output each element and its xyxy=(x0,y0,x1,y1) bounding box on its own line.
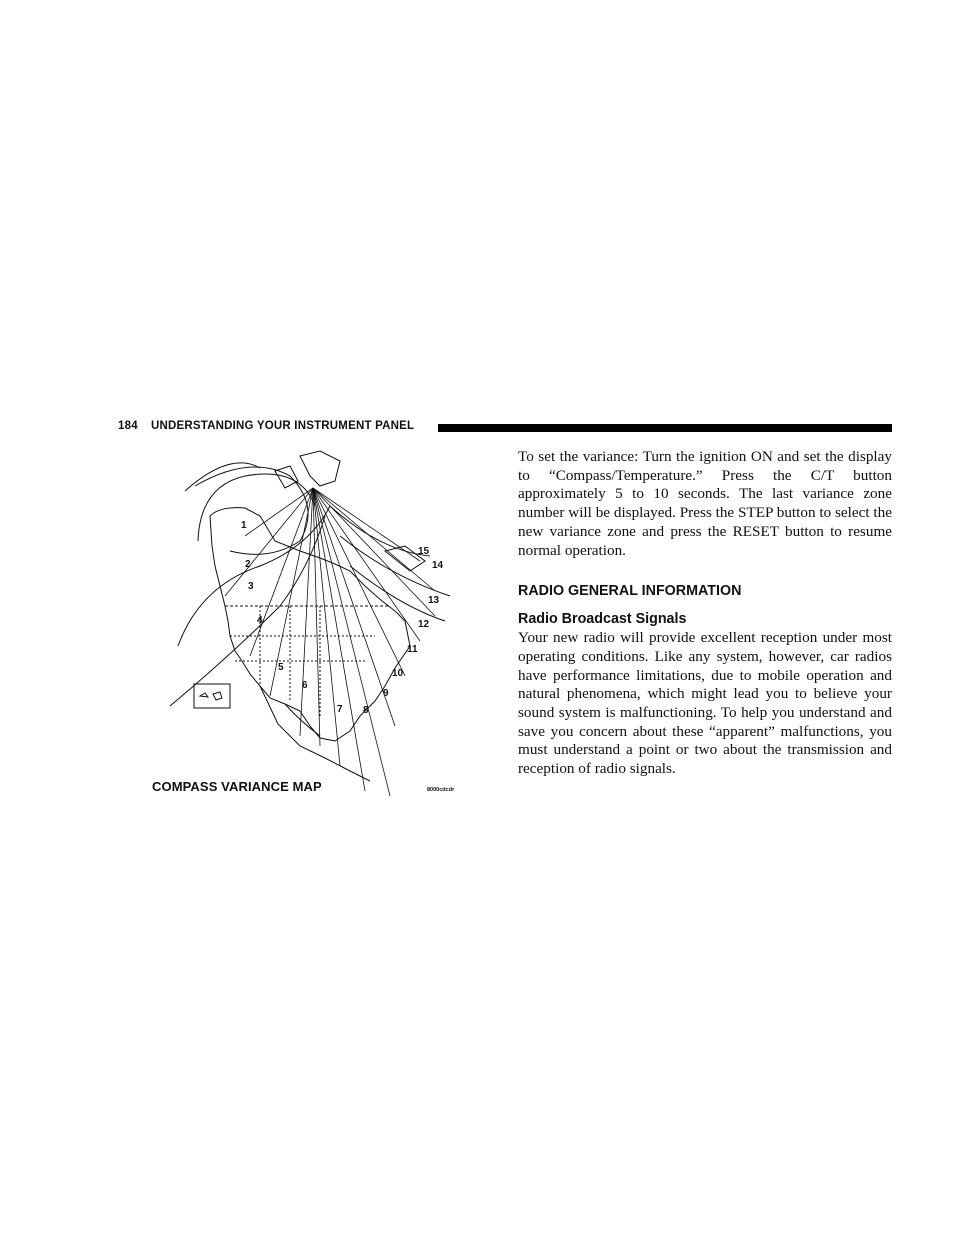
zone-label-12: 12 xyxy=(418,619,430,630)
body-column xyxy=(518,448,892,779)
page-number: 184 xyxy=(118,420,138,432)
map-graphic xyxy=(150,446,470,802)
zone-label-8: 8 xyxy=(363,705,369,716)
zone-label-11: 11 xyxy=(407,644,418,655)
zone-label-10: 10 xyxy=(392,668,404,679)
figure-caption: COMPASS VARIANCE MAP xyxy=(152,779,322,794)
heading-radio-general-information: RADIO GENERAL INFORMATION xyxy=(518,583,742,600)
page-header xyxy=(118,420,892,436)
broadcast-paragraph: Your new radio will provide excellent reception under most operating conditions. Like any system, however, car radios have performance limitations, due to mobile operation and natural phenomena, which might lead you to believe your sound system is malfunctioning. To help you understand and save you concern about these “apparent” malfunctions, you must understand a point or two about the transmission and reception of radio signals. xyxy=(518,629,892,778)
zone-label-9: 9 xyxy=(383,688,389,699)
intro-paragraph: To set the variance: Turn the ignition ON and set the display to “Compass/Temperature.” Press the C/T button approximately 5 to 10 seconds. The last variance zone number will be displayed. Press the STEP button to select the new variance zone and press the RESET button to resume normal operation. xyxy=(518,448,892,559)
zone-label-14: 14 xyxy=(432,560,444,571)
header-rule xyxy=(438,424,892,432)
zone-label-2: 2 xyxy=(245,559,251,570)
compass-variance-map xyxy=(150,446,470,802)
zone-label-13: 13 xyxy=(428,595,440,606)
figure-code: 8000cdcdr xyxy=(427,787,455,793)
section-title: UNDERSTANDING YOUR INSTRUMENT PANEL xyxy=(151,420,415,432)
zone-label-15: 15 xyxy=(418,546,430,557)
zone-label-6: 6 xyxy=(302,680,308,691)
zone-label-1: 1 xyxy=(241,520,247,531)
zone-label-3: 3 xyxy=(248,581,254,592)
zone-label-7: 7 xyxy=(337,704,343,715)
zone-label-4: 4 xyxy=(257,615,263,626)
subheading-radio-broadcast-signals: Radio Broadcast Signals xyxy=(518,611,687,628)
zone-label-5: 5 xyxy=(278,662,284,673)
